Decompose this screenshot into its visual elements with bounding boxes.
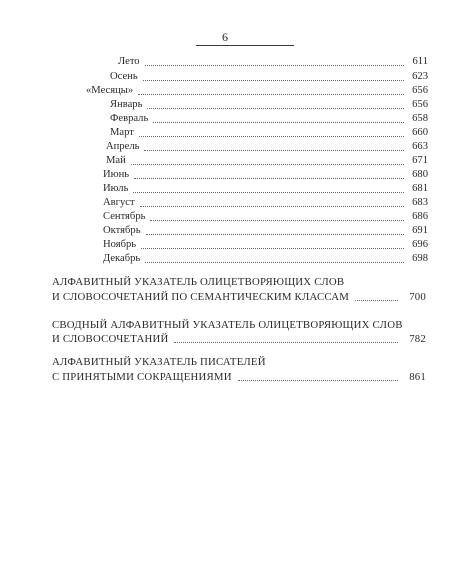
toc-entry-label: Апрель — [106, 141, 140, 152]
toc-entry-page: 671 — [412, 155, 428, 166]
toc-entry-page: 700 — [409, 291, 426, 303]
toc-entry-label: «Месяцы» — [86, 85, 134, 96]
dot-leader — [150, 220, 404, 221]
dot-leader — [144, 150, 404, 151]
toc-entry-page: 663 — [412, 141, 428, 152]
dot-leader — [147, 108, 404, 109]
toc-entry-march[interactable] — [110, 126, 428, 140]
toc-entry-october[interactable] — [103, 224, 428, 238]
toc-entry-label: Сентябрь — [103, 211, 146, 222]
toc-entry-page: 686 — [412, 211, 428, 222]
toc-section-summary-index[interactable] — [52, 332, 426, 346]
toc-entry-april[interactable] — [106, 140, 428, 154]
toc-entry-label: Осень — [110, 71, 138, 82]
toc-section-writers-index[interactable] — [52, 370, 426, 384]
dot-leader — [139, 136, 404, 137]
toc-section-semantic-index[interactable] — [52, 290, 426, 304]
toc-entry-label: Октябрь — [103, 225, 141, 236]
dot-leader — [134, 178, 404, 179]
toc-entry-may[interactable] — [106, 154, 428, 168]
toc-entry-september[interactable] — [103, 210, 428, 224]
toc-entry-label: Июнь — [103, 169, 130, 180]
toc-entry-label: Декабрь — [103, 253, 141, 264]
section-title-line: АЛФАВИТНЫЙ УКАЗАТЕЛЬ ОЛИЦЕТВОРЯЮЩИХ СЛОВ — [52, 276, 345, 288]
dot-leader — [143, 80, 404, 81]
toc-entry-page: 656 — [412, 99, 428, 110]
dot-leader — [153, 122, 404, 123]
toc-entry-page: 658 — [412, 113, 428, 124]
toc-entry-november[interactable] — [103, 238, 428, 252]
toc-entry-july[interactable] — [103, 182, 428, 196]
toc-entry-summer[interactable] — [118, 55, 428, 69]
section-title-line: И СЛОВОСОЧЕТАНИЙ ПО СЕМАНТИЧЕСКИМ КЛАССАМ — [52, 291, 350, 303]
toc-entry-label: Февраль — [110, 113, 149, 124]
toc-entry-months[interactable] — [86, 84, 428, 98]
section-title-line: СВОДНЫЙ АЛФАВИТНЫЙ УКАЗАТЕЛЬ ОЛИЦЕТВОРЯЮЩИХ СЛОВ — [52, 319, 403, 331]
toc-entry-autumn[interactable] — [110, 70, 428, 84]
page-number: 6 — [222, 30, 228, 44]
dot-leader — [138, 94, 404, 95]
dot-leader — [355, 300, 398, 301]
toc-entry-label: Август — [103, 197, 135, 208]
dot-leader — [174, 342, 398, 343]
toc-entry-label: Ноябрь — [103, 239, 137, 250]
toc-entry-page: 660 — [412, 127, 428, 138]
toc-entry-page: 861 — [409, 371, 426, 383]
dot-leader — [145, 65, 404, 66]
toc-entry-january[interactable] — [110, 98, 428, 112]
toc-entry-label: Март — [110, 127, 134, 138]
toc-entry-page: 623 — [412, 71, 428, 82]
toc-entry-august[interactable] — [103, 196, 428, 210]
toc-entry-label: Январь — [110, 99, 143, 110]
toc-entry-page: 656 — [412, 85, 428, 96]
toc-entry-page: 611 — [412, 56, 428, 67]
dot-leader — [238, 380, 398, 381]
toc-entry-label: Лето — [118, 56, 140, 67]
toc-entry-december[interactable] — [103, 252, 428, 266]
dot-leader — [145, 262, 404, 263]
section-title-line: С ПРИНЯТЫМИ СОКРАЩЕНИЯМИ — [52, 371, 232, 383]
header-rule — [196, 45, 294, 46]
section-title-line: АЛФАВИТНЫЙ УКАЗАТЕЛЬ ПИСАТЕЛЕЙ — [52, 356, 266, 368]
toc-entry-page: 680 — [412, 169, 428, 180]
dot-leader — [140, 206, 404, 207]
section-title-line: И СЛОВОСОЧЕТАНИЙ — [52, 333, 169, 345]
toc-entry-label: Май — [106, 155, 126, 166]
toc-entry-page: 681 — [412, 183, 428, 194]
toc-entry-page: 691 — [412, 225, 428, 236]
toc-entry-february[interactable] — [110, 112, 428, 126]
dot-leader — [133, 192, 404, 193]
toc-entry-page: 782 — [409, 333, 426, 345]
dot-leader — [146, 234, 404, 235]
toc-entry-june[interactable] — [103, 168, 428, 182]
dot-leader — [131, 164, 404, 165]
toc-entry-page: 696 — [412, 239, 428, 250]
dot-leader — [141, 248, 404, 249]
toc-entry-page: 698 — [412, 253, 428, 264]
toc-entry-page: 683 — [412, 197, 428, 208]
toc-entry-label: Июль — [103, 183, 129, 194]
